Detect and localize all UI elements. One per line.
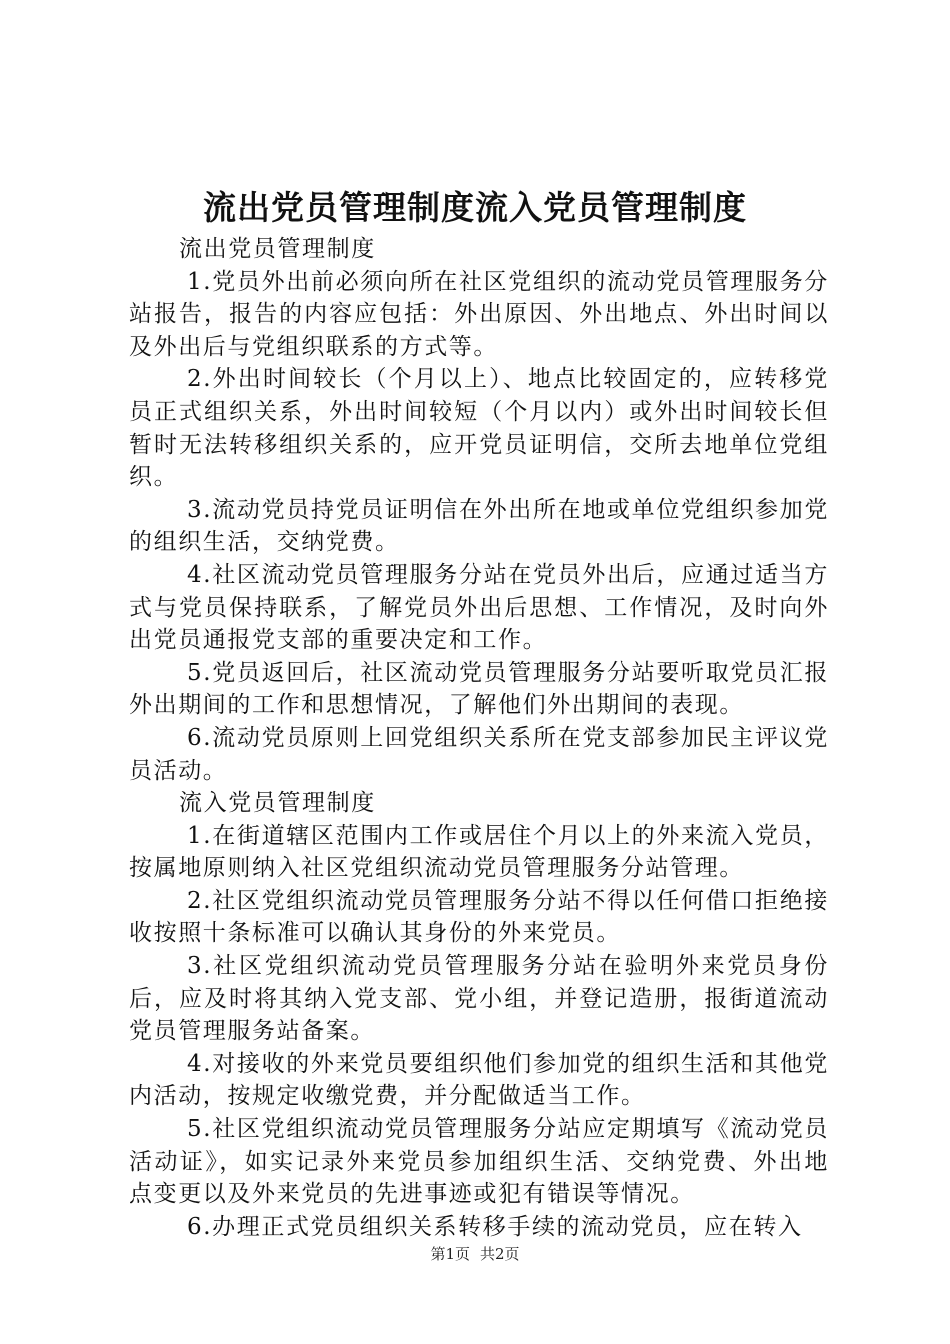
document-body	[129, 233, 829, 1243]
page-total: 共2页	[480, 1245, 520, 1263]
inflow-item-3: 3.社区党组织流动党员管理服务分站在验明外来党员身份后，应及时将其纳入党支部、党小组，并登记造册，报街道流动党员管理服务站备案。	[129, 953, 829, 1045]
outflow-item-1: 1.党员外出前必须向所在社区党组织的流动党员管理服务分站报告，报告的内容应包括：外出原因、外出地点、外出时间以及外出后与党组织联系的方式等。	[129, 268, 829, 360]
section-heading-outflow: 流出党员管理制度	[179, 236, 376, 262]
inflow-item-5: 5.社区党组织流动党员管理服务分站应定期填写《流动党员活动证》，如实记录外来党员参加组织生活、交纳党费、外出地点变更以及外来党员的先进事迹或犯有错误等情况。	[129, 1116, 829, 1208]
outflow-item-3: 3.流动党员持党员证明信在外出所在地或单位党组织参加党的组织生活，交纳党费。	[129, 496, 829, 556]
inflow-item-2: 2.社区党组织流动党员管理服务分站不得以任何借口拒绝接收按照十条标准可以确认其身份的外来党员。	[129, 887, 829, 947]
document-title: 流出党员管理制度流入党员管理制度	[203, 188, 747, 227]
outflow-item-4: 4.社区流动党员管理服务分站在党员外出后，应通过适当方式与党员保持联系，了解党员外出后思想、工作情况，及时向外出党员通报党支部的重要决定和工作。	[129, 561, 829, 654]
inflow-item-6: 6.办理正式党员组织关系转移手续的流动党员，应在转入	[187, 1213, 803, 1240]
inflow-item-4: 4.对接收的外来党员要组织他们参加党的组织生活和其他党内活动，按规定收缴党费，并分配做适当工作。	[129, 1050, 829, 1110]
outflow-item-5: 5.党员返回后，社区流动党员管理服务分站要听取党员汇报外出期间的工作和思想情况，了解他们外出期间的表现。	[129, 659, 829, 719]
inflow-item-1: 1.在街道辖区范围内工作或居住个月以上的外来流入党员，按属地原则纳入社区党组织流动党员管理服务分站管理。	[129, 822, 829, 882]
page-number: 第1页	[430, 1245, 470, 1263]
section-heading-inflow: 流入党员管理制度	[179, 790, 376, 817]
outflow-item-6: 6.流动党员原则上回党组织关系所在党支部参加民主评议党员活动。	[129, 724, 829, 784]
page-footer	[0, 1243, 950, 1265]
outflow-item-2: 2.外出时间较长（个月以上）、地点比较固定的，应转移党员正式组织关系，外出时间较短（个月以内）或外出时间较长但暂时无法转移组织关系的，应开党员证明信，交所去地单位党组织。	[129, 366, 829, 491]
